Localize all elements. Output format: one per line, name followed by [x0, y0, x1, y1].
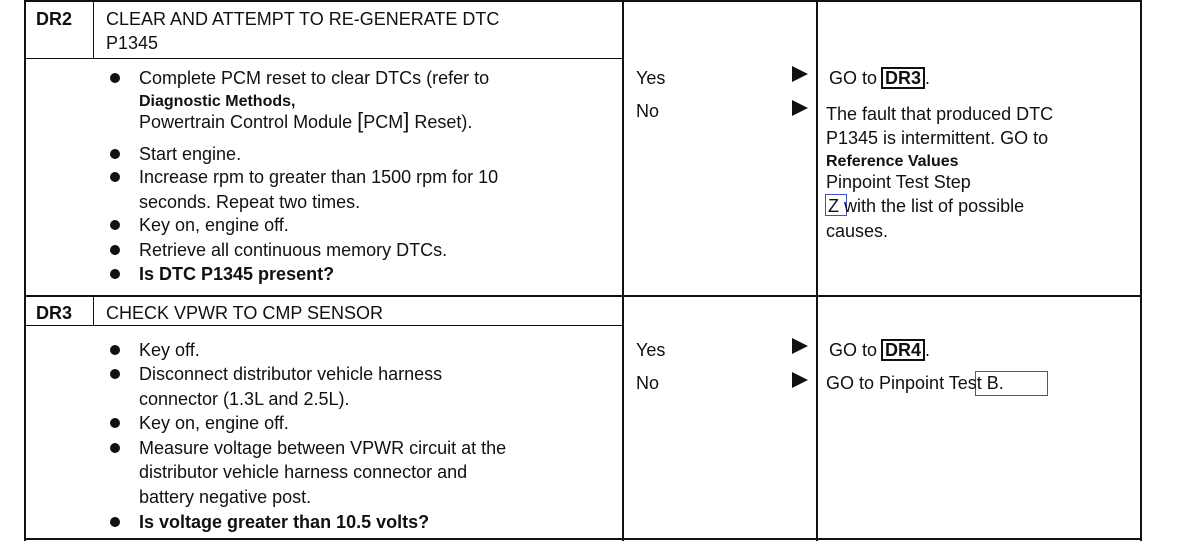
action-text: distributor vehicle harness connector and	[139, 462, 468, 482]
action-text: connector (1.3L and 2.5L).	[139, 389, 350, 409]
bullet-icon	[110, 345, 120, 355]
yes-result	[829, 339, 930, 361]
table-top-border	[24, 0, 1142, 2]
action-question: Is DTC P1345 present?	[139, 264, 335, 284]
bullet-icon	[110, 73, 120, 83]
yes-label: Yes	[636, 340, 666, 360]
action-text: Start engine.	[139, 144, 242, 164]
no-label: No	[636, 101, 660, 121]
no-label: No	[636, 373, 660, 393]
yes-result-suffix: .	[925, 340, 931, 360]
bracket-close: ]	[403, 108, 410, 133]
yes-result-suffix: .	[925, 68, 931, 88]
pinpoint-test-b-link[interactable]: Test B.	[948, 373, 1004, 393]
no-result-ref-step-line	[828, 195, 1024, 217]
row-divider	[24, 295, 1142, 297]
arrow-right-icon	[792, 100, 808, 116]
step-code-dr3: DR3	[36, 303, 73, 323]
step-title-line-1: CHECK VPWR TO CMP SENSOR	[106, 303, 384, 323]
reference-topic-code: PCM	[363, 112, 404, 132]
action-text: Retrieve all continuous memory DTCs.	[139, 240, 448, 260]
pinpoint-step-z-link[interactable]: Z	[828, 196, 839, 216]
action-text: Measure voltage between VPWR circuit at the	[139, 438, 507, 458]
no-result-ref-topic: Pinpoint Test Step	[826, 172, 971, 192]
bullet-icon	[110, 172, 120, 182]
reference-topic-before: Powertrain Control Module	[139, 112, 353, 132]
no-result-line-2: P1345 is intermittent. GO to	[826, 128, 1049, 148]
table-left-border	[24, 0, 26, 541]
action-text: Increase rpm to greater than 1500 rpm for 10	[139, 167, 499, 187]
yes-label: Yes	[636, 68, 666, 88]
reference-topic	[139, 110, 472, 133]
bracket-open: [	[357, 108, 364, 133]
bullet-icon	[110, 418, 120, 428]
arrow-right-icon	[792, 372, 808, 388]
reference-topic-after: Reset).	[414, 112, 473, 132]
action-text: Complete PCM reset to clear DTCs (refer to	[139, 68, 490, 88]
no-result-tail-1: with the list of possible	[844, 196, 1025, 216]
bullet-icon	[110, 443, 120, 453]
column-divider-results	[816, 0, 818, 541]
action-text: Key on, engine off.	[139, 413, 289, 433]
dr2-code-divider	[93, 0, 94, 58]
no-result-tail-2: causes.	[826, 221, 889, 241]
goto-dr3-link[interactable]: DR3	[881, 67, 925, 89]
action-text: Key on, engine off.	[139, 215, 289, 235]
column-divider-actions	[622, 0, 624, 541]
yes-result-prefix: GO to	[829, 68, 878, 88]
arrow-right-icon	[792, 66, 808, 82]
table-bottom-border	[24, 538, 1142, 540]
dr3-header-divider	[24, 325, 624, 326]
bullet-icon	[110, 220, 120, 230]
bullet-icon	[110, 517, 120, 527]
yes-result-prefix: GO to	[829, 340, 878, 360]
no-result-prefix: GO to Pinpoint	[826, 373, 945, 393]
action-text: Disconnect distributor vehicle harness	[139, 364, 443, 384]
action-text: battery negative post.	[139, 487, 312, 507]
no-result-line-1: The fault that produced DTC	[826, 104, 1054, 124]
reference-section: Diagnostic Methods,	[139, 93, 296, 110]
no-result-ref-section: Reference Values	[826, 153, 959, 170]
step-title-line-2: P1345	[106, 33, 159, 53]
table-right-border	[1140, 0, 1142, 541]
goto-dr4-link[interactable]: DR4	[881, 339, 925, 361]
dr3-code-divider	[93, 296, 94, 326]
step-title-line-1: CLEAR AND ATTEMPT TO RE-GENERATE DTC	[106, 9, 500, 29]
yes-result	[829, 67, 930, 89]
step-code-dr2: DR2	[36, 9, 73, 29]
action-text: Key off.	[139, 340, 200, 360]
bullet-icon	[110, 369, 120, 379]
arrow-right-icon	[792, 338, 808, 354]
bullet-icon	[110, 245, 120, 255]
action-text: seconds. Repeat two times.	[139, 192, 361, 212]
action-question: Is voltage greater than 10.5 volts?	[139, 512, 430, 532]
no-result	[826, 372, 1004, 394]
bullet-icon	[110, 149, 120, 159]
bullet-icon	[110, 269, 120, 279]
dr2-header-divider	[24, 58, 624, 59]
